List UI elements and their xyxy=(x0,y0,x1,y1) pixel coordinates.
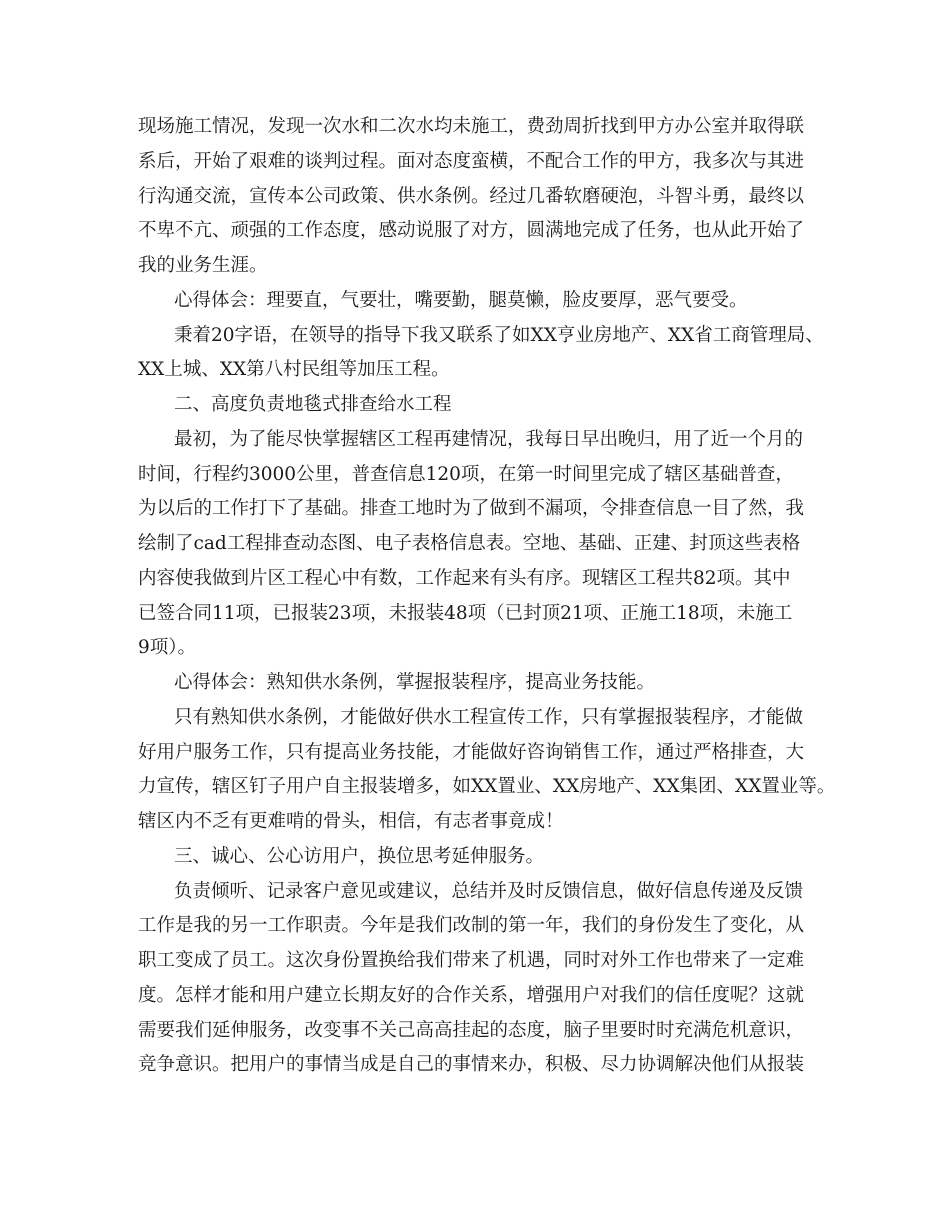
text-line: 辖区内不乏有更难啃的骨头，相信，有志者事竟成！ xyxy=(138,811,564,832)
text-line: 心得体会：熟知供水条例，掌握报装程序，提高业务技能。 xyxy=(174,672,656,693)
text-line: 内容使我做到片区工程心中有数，工作起来有头有序。现辖区工程共82项。其中 xyxy=(138,567,791,589)
text-line: 秉着20字语，在领导的指导下我又联系了如XX亨业房地产、XX省工商管理局、 xyxy=(174,324,824,346)
text-line: 竞争意识。把用户的事情当成是自己的事情来办，积极、尽力协调解决他们从报装 xyxy=(138,1054,805,1076)
text-line: 系后，开始了艰难的谈判过程。面对态度蛮横，不配合工作的甲方，我多次与其进 xyxy=(138,150,805,172)
text-line: 行沟通交流，宣传本公司政策、供水条例。经过几番软磨硬泡，斗智斗勇，最终以 xyxy=(138,185,805,207)
text-line: XX上城、XX第八村民组等加压工程。 xyxy=(138,359,450,381)
text-line: 已签合同11项，已报装23项，未报装48项（已封顶21项、正施工18项，未施工 xyxy=(138,602,793,624)
document-body xyxy=(138,110,838,1083)
text-line: 度。怎样才能和用户建立长期友好的合作关系，增强用户对我们的信任度呢？这就 xyxy=(138,984,805,1006)
text-line: 负责倾听、记录客户意见或建议，总结并及时反馈信息，做好信息传递及反馈 xyxy=(174,880,804,902)
text-line: 最初，为了能尽快掌握辖区工程再建情况，我每日早出晚归，用了近一个月的 xyxy=(174,428,804,450)
text-line: 只有熟知供水条例，才能做好供水工程宣传工作，只有掌握报装程序，才能做 xyxy=(174,706,804,728)
text-line: 为以后的工作打下了基础。排查工地时为了做到不漏项，令排查信息一目了然，我 xyxy=(138,498,805,520)
text-line: 心得体会：理要直，气要壮，嘴要勤，腿莫懒，脸皮要厚，恶气要受。 xyxy=(174,289,748,311)
text-line: 职工变成了员工。这次身份置换给我们带来了机遇，同时对外工作也带来了一定难 xyxy=(138,950,805,971)
text-line: 现场施工情况，发现一次水和二次水均未施工，费劲周折找到甲方办公室并取得联 xyxy=(138,116,805,137)
text-line: 二、高度负责地毯式排查给水工程 xyxy=(174,394,452,415)
text-line: 好用户服务工作，只有提高业务技能，才能做好咨询销售工作，通过严格排查，大 xyxy=(138,741,805,763)
text-line: 我的业务生涯。 xyxy=(138,255,268,276)
text-line: 工作是我的另一工作职责。今年是我们改制的第一年，我们的身份发生了变化，从 xyxy=(138,915,805,937)
text-line: 时间，行程约3000公里，普查信息120项，在第一时间里完成了辖区基础普查， xyxy=(138,463,794,485)
text-line: 三、诚心、公心访用户，换位思考延伸服务。 xyxy=(174,845,545,867)
text-line: 9项）。 xyxy=(138,637,197,659)
text-line: 绘制了cad工程排查动态图、电子表格信息表。空地、基础、正建、封顶这些表格 xyxy=(138,533,801,554)
text-line: 力宣传，辖区钉子用户自主报装增多，如XX置业、XX房地产、XX集团、XX置业等。 xyxy=(138,776,836,798)
text-line: 不卑不亢、顽强的工作态度，感动说服了对方，圆满地完成了任务，也从此开始了 xyxy=(138,220,805,242)
text-line: 需要我们延伸服务，改变事不关己高高挂起的态度，脑子里要时时充满危机意识， xyxy=(138,1019,805,1041)
